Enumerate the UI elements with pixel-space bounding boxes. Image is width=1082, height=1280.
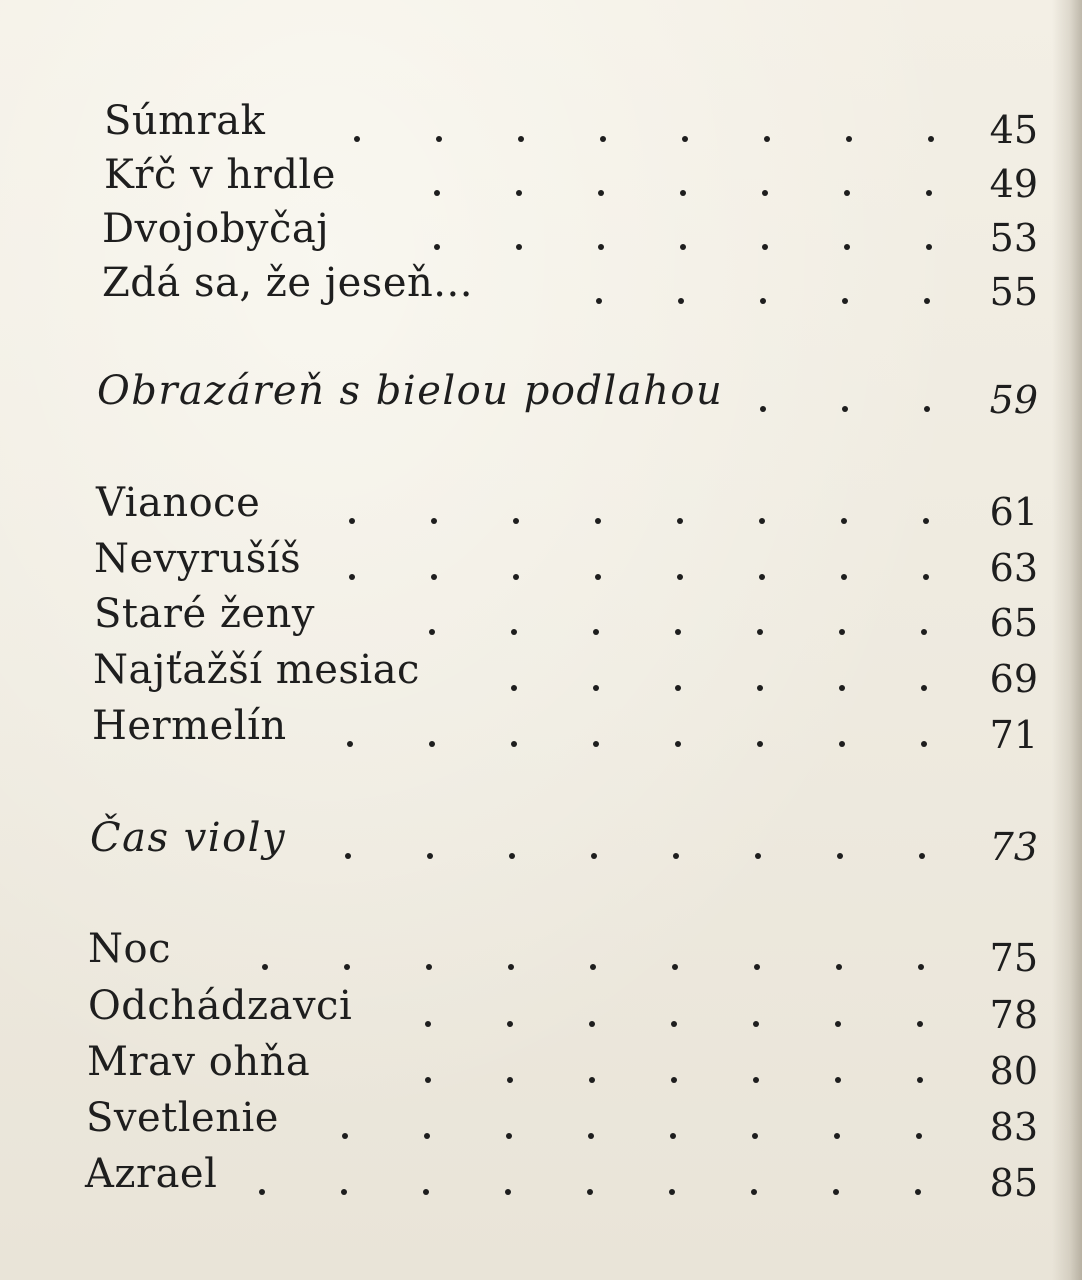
leader-dot	[507, 1077, 513, 1083]
toc-entry-title: Hermelín	[92, 703, 287, 749]
leader-dot	[753, 1077, 759, 1083]
leader-dot	[754, 964, 760, 970]
leader-dot	[590, 964, 596, 970]
leader-dot	[917, 1077, 923, 1083]
leader-dot	[917, 1021, 923, 1027]
leader-dot	[762, 244, 768, 250]
toc-entry-page-number: 45	[989, 108, 1038, 152]
toc-entry-title: Zdá sa, že jeseň...	[102, 260, 473, 306]
leader-dot	[670, 1133, 676, 1139]
leader-dot	[926, 190, 932, 196]
toc-entry-page-number: 71	[989, 713, 1038, 757]
leader-dot	[434, 244, 440, 250]
leader-dot	[919, 853, 925, 859]
leader-dot	[918, 964, 924, 970]
toc-entry-title: Mrav ohňa	[87, 1039, 311, 1085]
leader-dot	[764, 136, 770, 142]
leader-dot	[593, 685, 599, 691]
toc-entry	[0, 1089, 1082, 1149]
leader-dot	[598, 244, 604, 250]
leader-dot	[342, 1133, 348, 1139]
leader-dot	[677, 574, 683, 580]
toc-entry	[0, 977, 1082, 1037]
toc-entry	[0, 641, 1082, 701]
leader-dot	[759, 518, 765, 524]
leader-dot	[675, 685, 681, 691]
leader-dot	[924, 406, 930, 412]
leader-dot	[844, 190, 850, 196]
leader-dot	[426, 964, 432, 970]
toc-entry-page-number: 49	[989, 162, 1038, 206]
leader-dot	[354, 136, 360, 142]
leader-dot	[589, 1077, 595, 1083]
leader-dot	[672, 964, 678, 970]
toc-entry-page-number: 75	[989, 936, 1038, 980]
toc-entry-page-number: 69	[989, 657, 1038, 701]
leader-dot	[751, 1189, 757, 1195]
toc-entry-page-number: 83	[989, 1105, 1038, 1149]
toc-entry-title: Obrazáreň s bielou podlahou	[97, 368, 724, 414]
toc-entry	[0, 474, 1082, 534]
leader-dot	[835, 1077, 841, 1083]
leader-dot	[760, 406, 766, 412]
leader-dot	[680, 190, 686, 196]
toc-entry-title: Staré ženy	[94, 591, 315, 637]
leader-dot	[841, 518, 847, 524]
leader-dot	[759, 574, 765, 580]
leader-dot	[425, 1021, 431, 1027]
toc-entry-title: Najťažší mesiac	[93, 647, 420, 693]
leader-dot	[757, 629, 763, 635]
leader-dot	[673, 853, 679, 859]
toc-entry	[0, 1033, 1082, 1093]
leader-dot	[345, 853, 351, 859]
leader-dot	[511, 685, 517, 691]
leader-dot	[836, 964, 842, 970]
leader-dot	[507, 1021, 513, 1027]
toc-entry-title: Noc	[88, 926, 171, 972]
toc-entry-title: Nevyrušíš	[94, 536, 302, 582]
leader-dot	[677, 518, 683, 524]
leader-dot	[841, 574, 847, 580]
leader-dot	[591, 853, 597, 859]
leader-dot	[752, 1133, 758, 1139]
leader-dot	[846, 136, 852, 142]
leader-dot	[431, 518, 437, 524]
leader-dot	[516, 190, 522, 196]
leader-dot	[511, 629, 517, 635]
leader-dot	[259, 1189, 265, 1195]
leader-dot	[675, 629, 681, 635]
toc-entry-title: Vianoce	[96, 480, 261, 526]
toc-entry-title: Azrael	[85, 1151, 218, 1197]
toc-entry	[0, 254, 1082, 314]
leader-dot	[506, 1133, 512, 1139]
toc-entry-page-number: 80	[989, 1049, 1038, 1093]
leader-dot	[760, 298, 766, 304]
leader-dot	[344, 964, 350, 970]
leader-dot	[837, 853, 843, 859]
leader-dot	[425, 1077, 431, 1083]
leader-dot	[518, 136, 524, 142]
toc-entry-page-number: 61	[989, 490, 1038, 534]
leader-dot	[262, 964, 268, 970]
leader-dot	[916, 1133, 922, 1139]
leader-dot	[429, 629, 435, 635]
leader-dot	[593, 741, 599, 747]
leader-dot	[589, 1021, 595, 1027]
toc-entry-page-number: 73	[989, 825, 1038, 869]
toc-entry-page-number: 78	[989, 993, 1038, 1037]
toc-entry-title: Svetlenie	[86, 1095, 279, 1141]
leader-dot	[671, 1077, 677, 1083]
toc-entry-page-number: 53	[989, 216, 1038, 260]
toc-entry	[0, 697, 1082, 757]
leader-dot	[678, 298, 684, 304]
leader-dot	[671, 1021, 677, 1027]
leader-dot	[434, 190, 440, 196]
leader-dot	[349, 574, 355, 580]
leader-dot	[844, 244, 850, 250]
leader-dot	[349, 518, 355, 524]
leader-dot	[842, 406, 848, 412]
leader-dot	[427, 853, 433, 859]
leader-dot	[839, 685, 845, 691]
leader-dot	[682, 136, 688, 142]
leader-dot	[923, 574, 929, 580]
leader-dot	[924, 298, 930, 304]
toc-entry-title: Čas violy	[90, 815, 287, 861]
leader-dot	[596, 298, 602, 304]
leader-dot	[516, 244, 522, 250]
toc-entry-page-number: 63	[989, 546, 1038, 590]
leader-dot	[423, 1189, 429, 1195]
leader-dot	[921, 629, 927, 635]
toc-entry-page-number: 85	[989, 1161, 1038, 1205]
leader-dot	[436, 136, 442, 142]
toc-entry	[0, 530, 1082, 590]
leader-dot	[588, 1133, 594, 1139]
toc-entry	[0, 809, 1082, 869]
toc-entry	[0, 200, 1082, 260]
leader-dot	[341, 1189, 347, 1195]
leader-dot	[513, 518, 519, 524]
leader-dot	[587, 1189, 593, 1195]
leader-dot	[926, 244, 932, 250]
leader-dot	[595, 574, 601, 580]
leader-dot	[928, 136, 934, 142]
leader-dot	[508, 964, 514, 970]
toc-entry-title: Odchádzavci	[88, 983, 353, 1029]
leader-dot	[839, 629, 845, 635]
leader-dot	[675, 741, 681, 747]
leader-dot	[833, 1189, 839, 1195]
toc-entry-title: Kŕč v hrdle	[104, 152, 336, 198]
leader-dot	[755, 853, 761, 859]
leader-dot	[513, 574, 519, 580]
leader-dot	[757, 685, 763, 691]
toc-entry	[0, 585, 1082, 645]
toc-entry	[0, 920, 1082, 980]
leader-dot	[424, 1133, 430, 1139]
leader-dot	[505, 1189, 511, 1195]
leader-dot	[835, 1021, 841, 1027]
toc-entry	[0, 362, 1082, 422]
leader-dot	[915, 1189, 921, 1195]
leader-dot	[923, 518, 929, 524]
leader-dot	[680, 244, 686, 250]
toc-entry-page-number: 65	[989, 601, 1038, 645]
toc-entry-page-number: 55	[989, 270, 1038, 314]
leader-dot	[753, 1021, 759, 1027]
toc-entry	[0, 1145, 1082, 1205]
toc-entry-title: Súmrak	[104, 98, 266, 144]
leader-dot	[509, 853, 515, 859]
leader-dot	[511, 741, 517, 747]
leader-dot	[757, 741, 763, 747]
toc-entry-page-number: 59	[989, 378, 1038, 422]
toc-entry-title: Dvojobyčaj	[102, 206, 330, 252]
toc-entry	[0, 146, 1082, 206]
leader-dot	[842, 298, 848, 304]
leader-dot	[839, 741, 845, 747]
leader-dot	[598, 190, 604, 196]
leader-dot	[921, 685, 927, 691]
leader-dot	[921, 741, 927, 747]
leader-dot	[600, 136, 606, 142]
leader-dot	[669, 1189, 675, 1195]
leader-dot	[593, 629, 599, 635]
leader-dot	[429, 741, 435, 747]
leader-dot	[834, 1133, 840, 1139]
leader-dot	[347, 741, 353, 747]
leader-dot	[762, 190, 768, 196]
leader-dot	[595, 518, 601, 524]
toc-entry	[0, 92, 1082, 152]
leader-dot	[431, 574, 437, 580]
